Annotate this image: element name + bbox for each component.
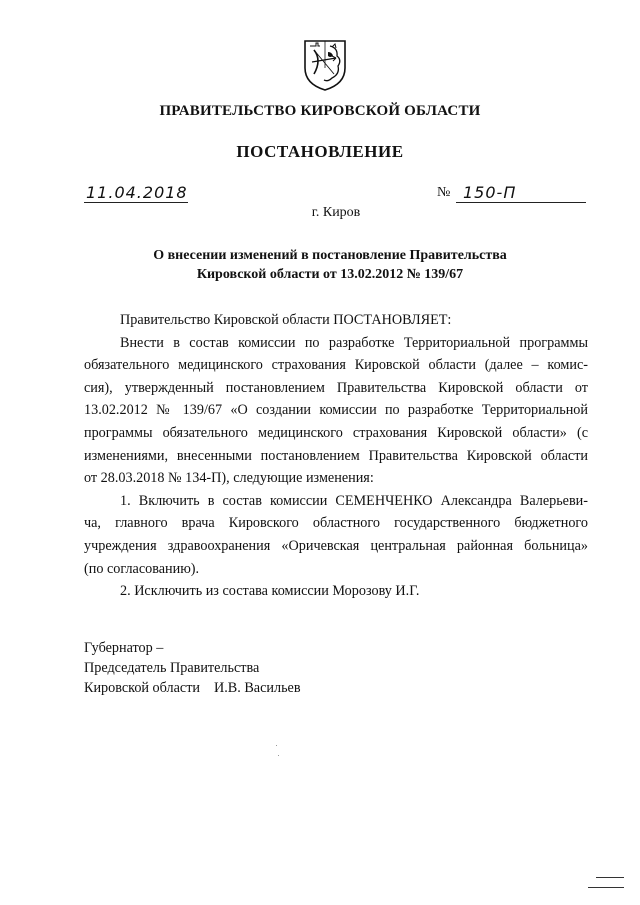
paragraph-1	[84, 332, 588, 490]
number-sign: №	[437, 185, 451, 200]
paragraph-1-line: Внести в состав комиссии по разработке Территориальной программы	[120, 334, 588, 351]
footer-line	[596, 877, 624, 878]
footer-line	[588, 887, 624, 888]
document-type: ПОСТАНОВЛЕНИЕ	[236, 142, 404, 161]
paragraph-1-line: 13.02.2012 № 139/67 «О создании комиссии по разработке Территориальной	[84, 402, 588, 419]
paragraph-1-line: программы обязательного медицинского страхования Кировской области» (с	[84, 424, 588, 441]
document-date: 11.04.2018	[86, 183, 188, 202]
paragraph-1-line: от 28.03.2018 № 134-П), следующие изменения:	[84, 470, 374, 487]
paragraph-3: 2. Исключить из состава комиссии Морозову И.Г.	[120, 583, 420, 600]
heading-line-2: Кировской области от 13.02.2012 № 139/67	[196, 267, 464, 282]
signature-region: Кировской области	[84, 680, 200, 696]
paragraph-1-line: обязательного медицинского страхования Кировской области (далее – комис-	[84, 357, 588, 374]
paragraph-2-line: ча, главного врача Кировского областного государственного бюджетного	[84, 515, 588, 532]
signatory-name: И.В. Васильев	[214, 680, 301, 696]
paragraph-2-line: 1. Включить в состав комиссии СЕМЕНЧЕНКО Александра Валерьеви-	[120, 492, 588, 509]
scan-mark	[276, 745, 277, 746]
heading-line-1: О внесении изменений в постановление Правительства	[153, 248, 507, 263]
paragraph-2-line: учреждения здравоохранения «Оричевская центральная районная больница»	[84, 537, 588, 554]
preamble: Правительство Кировской области ПОСТАНОВЛЯЕТ:	[120, 312, 452, 328]
number-underline	[456, 202, 586, 203]
kirov-coat-of-arms-icon	[302, 38, 348, 92]
document-body	[84, 309, 588, 603]
paragraph-1-line: сия), утвержденный постановлением Правительства Кировской области от	[84, 379, 588, 396]
government-title: ПРАВИТЕЛЬСТВО КИРОВСКОЙ ОБЛАСТИ	[159, 103, 481, 119]
date-underline	[84, 202, 188, 203]
signature-line-3	[84, 678, 301, 698]
paragraph-2-line: (по согласованию).	[84, 560, 200, 577]
scan-mark	[278, 755, 279, 756]
document-heading	[0, 246, 640, 284]
signature-line-2: Председатель Правительства	[84, 660, 260, 676]
signature-line-1: Губернатор –	[84, 640, 164, 656]
document-number: 150-П	[463, 183, 517, 202]
paragraph-2	[84, 490, 588, 580]
signature-block	[84, 638, 301, 698]
city: г. Киров	[311, 205, 361, 220]
paragraph-1-line: изменениями, внесенными постановлением Правительства Кировской области	[84, 447, 588, 464]
